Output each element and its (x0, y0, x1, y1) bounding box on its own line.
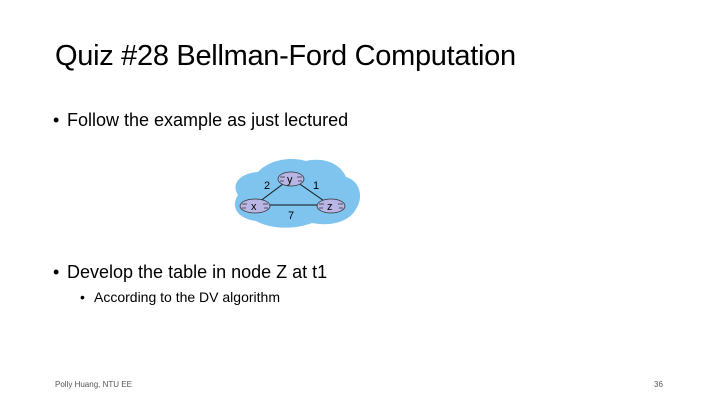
router-y (278, 172, 304, 186)
router-z (317, 199, 345, 213)
bullet-glyph: • (53, 262, 60, 282)
page-number: 36 (654, 380, 663, 389)
sub-bullet-item (80, 289, 280, 305)
node-label-x: x (251, 201, 257, 213)
bullet-text: Follow the example as just lectured (67, 110, 349, 130)
node-label-y: y (287, 174, 293, 186)
edge-label-yz: 1 (313, 180, 320, 192)
sub-bullet-text: According to the DV algorithm (94, 289, 280, 305)
node-label-z: z (327, 201, 333, 213)
router-x (240, 199, 270, 213)
bullet-item (53, 110, 348, 131)
slide-title: Quiz #28 Bellman-Ford Computation (55, 40, 516, 72)
bullet-glyph: • (80, 289, 85, 305)
bullet-item (53, 262, 327, 283)
network-diagram (228, 155, 363, 230)
network-cloud (235, 159, 360, 228)
edge-label-xy: 2 (264, 180, 271, 192)
bullet-glyph: • (53, 110, 60, 130)
footer-author: Polly Huang, NTU EE (55, 380, 132, 389)
bullet-text: Develop the table in node Z at t1 (67, 262, 328, 282)
edge-label-xz: 7 (288, 210, 295, 222)
